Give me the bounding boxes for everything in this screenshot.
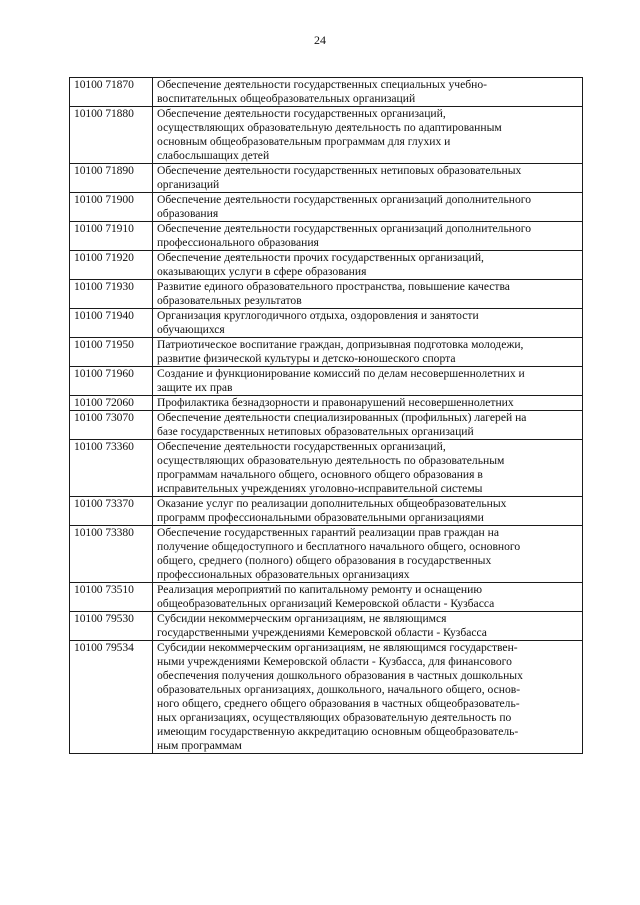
table-row bbox=[70, 78, 583, 107]
table-body bbox=[70, 78, 583, 754]
description-line: Обеспечение деятельности государственных организаций, bbox=[157, 440, 446, 453]
row-code: 10100 73370 bbox=[70, 497, 153, 526]
row-description bbox=[153, 193, 583, 222]
description-line: профессиональных образовательных организациях bbox=[157, 568, 410, 581]
table-row bbox=[70, 396, 583, 411]
row-description bbox=[153, 367, 583, 396]
table-row bbox=[70, 526, 583, 583]
description-line: профессионального образования bbox=[157, 236, 319, 249]
row-code: 10100 71870 bbox=[70, 78, 153, 107]
description-line: Создание и функционирование комиссий по делам несовершеннолетних и bbox=[157, 367, 525, 380]
description-line: Обеспечение деятельности государственных специальных учебно- bbox=[157, 78, 488, 91]
row-code: 10100 71920 bbox=[70, 251, 153, 280]
row-code: 10100 71900 bbox=[70, 193, 153, 222]
row-description bbox=[153, 222, 583, 251]
description-line: программам начального общего, основного общего образования в bbox=[157, 468, 483, 481]
row-code: 10100 71880 bbox=[70, 107, 153, 164]
row-description bbox=[153, 526, 583, 583]
description-line: ными учреждениями Кемеровской области - Кузбасса, для финансового bbox=[157, 655, 512, 668]
description-line: имеющим государственную аккредитацию основным общеобразователь- bbox=[157, 725, 519, 738]
row-description bbox=[153, 338, 583, 367]
table-row bbox=[70, 497, 583, 526]
description-line: Обеспечение деятельности государственных организаций дополнительного bbox=[157, 193, 531, 206]
row-description bbox=[153, 641, 583, 754]
description-line: образовательных результатов bbox=[157, 294, 302, 307]
table-row bbox=[70, 280, 583, 309]
description-line: организаций bbox=[157, 178, 220, 191]
description-line: ным программам bbox=[157, 739, 242, 752]
description-line: обеспечения получения дошкольного образования в частных дошкольных bbox=[157, 669, 523, 682]
page-number: 24 bbox=[314, 33, 326, 47]
row-code: 10100 71890 bbox=[70, 164, 153, 193]
description-line: Обеспечение деятельности прочих государственных организаций, bbox=[157, 251, 484, 264]
description-line: Развитие единого образовательного пространства, повышение качества bbox=[157, 280, 510, 293]
description-line: ного общего, среднего общего образования в частных общеобразователь- bbox=[157, 697, 520, 710]
table-row bbox=[70, 338, 583, 367]
row-description bbox=[153, 583, 583, 612]
description-line: Профилактика безнадзорности и правонарушений несовершеннолетних bbox=[157, 396, 514, 409]
description-line: Обеспечение государственных гарантий реализации прав граждан на bbox=[157, 526, 500, 539]
description-line: оказывающих услуги в сфере образования bbox=[157, 265, 367, 278]
description-line: обучающихся bbox=[157, 323, 225, 336]
description-line: Субсидии некоммерческим организациям, не являющимся государствен- bbox=[157, 641, 518, 654]
row-description bbox=[153, 612, 583, 641]
description-line: исправительных учреждениях уголовно-исправительной системы bbox=[157, 482, 483, 495]
table-row bbox=[70, 440, 583, 497]
row-description bbox=[153, 280, 583, 309]
table-row bbox=[70, 222, 583, 251]
description-line: развитие физической культуры и детско-юношеского спорта bbox=[157, 352, 456, 365]
row-description bbox=[153, 440, 583, 497]
table-row bbox=[70, 411, 583, 440]
row-code: 10100 72060 bbox=[70, 396, 153, 411]
row-description bbox=[153, 396, 583, 411]
description-line: осуществляющих образовательную деятельность по образовательным bbox=[157, 454, 505, 467]
row-code: 10100 71910 bbox=[70, 222, 153, 251]
table-row bbox=[70, 107, 583, 164]
description-line: Субсидии некоммерческим организациям, не являющимся bbox=[157, 612, 447, 625]
description-line: общего, среднего (полного) общего образования в государственных bbox=[157, 554, 492, 567]
description-line: Обеспечение деятельности государственных организаций дополнительного bbox=[157, 222, 531, 235]
row-description bbox=[153, 107, 583, 164]
description-line: Реализация мероприятий по капитальному ремонту и оснащению bbox=[157, 583, 482, 596]
description-line: образования bbox=[157, 207, 219, 220]
row-code: 10100 73070 bbox=[70, 411, 153, 440]
table-row bbox=[70, 367, 583, 396]
description-line: получение общедоступного и бесплатного начального общего, основного bbox=[157, 540, 521, 553]
description-line: основным общеобразовательным программам для глухих и bbox=[157, 135, 451, 148]
description-line: образовательных организациях, дошкольного, начального общего, основ- bbox=[157, 683, 521, 696]
description-line: осуществляющих образовательную деятельность по адаптированным bbox=[157, 121, 502, 134]
table-row bbox=[70, 193, 583, 222]
description-line: воспитательных общеобразовательных организаций bbox=[157, 92, 416, 105]
row-description bbox=[153, 309, 583, 338]
description-line: базе государственных нетиповых образовательных организаций bbox=[157, 425, 474, 438]
description-line: Обеспечение деятельности специализированных (профильных) лагерей на bbox=[157, 411, 527, 424]
description-line: Обеспечение деятельности государственных нетиповых образовательных bbox=[157, 164, 522, 177]
row-description bbox=[153, 78, 583, 107]
table-row bbox=[70, 164, 583, 193]
description-line: общеобразовательных организаций Кемеровской области - Кузбасса bbox=[157, 597, 495, 610]
row-description bbox=[153, 497, 583, 526]
table-row bbox=[70, 612, 583, 641]
row-code: 10100 73380 bbox=[70, 526, 153, 583]
description-line: Обеспечение деятельности государственных организаций, bbox=[157, 107, 446, 120]
table-row bbox=[70, 251, 583, 280]
row-description bbox=[153, 251, 583, 280]
description-line: ных организациях, осуществляющих образовательную деятельность по bbox=[157, 711, 512, 724]
row-code: 10100 79530 bbox=[70, 612, 153, 641]
description-line: программ профессиональными образовательными организациями bbox=[157, 511, 484, 524]
row-code: 10100 71930 bbox=[70, 280, 153, 309]
description-line: Патриотическое воспитание граждан, допризывная подготовка молодежи, bbox=[157, 338, 524, 351]
table-row bbox=[70, 309, 583, 338]
row-code: 10100 73510 bbox=[70, 583, 153, 612]
budget-code-table bbox=[69, 77, 583, 754]
row-code: 10100 71960 bbox=[70, 367, 153, 396]
row-code: 10100 71950 bbox=[70, 338, 153, 367]
description-line: Организация круглогодичного отдыха, оздоровления и занятости bbox=[157, 309, 479, 322]
table-row bbox=[70, 641, 583, 754]
description-line: слабослышащих детей bbox=[157, 149, 270, 162]
row-code: 10100 71940 bbox=[70, 309, 153, 338]
description-line: Оказание услуг по реализации дополнительных общеобразовательных bbox=[157, 497, 507, 510]
row-description bbox=[153, 411, 583, 440]
row-description bbox=[153, 164, 583, 193]
row-code: 10100 79534 bbox=[70, 641, 153, 754]
row-code: 10100 73360 bbox=[70, 440, 153, 497]
description-line: государственными учреждениями Кемеровской области - Кузбасса bbox=[157, 626, 487, 639]
description-line: защите их прав bbox=[157, 381, 233, 394]
table-row bbox=[70, 583, 583, 612]
